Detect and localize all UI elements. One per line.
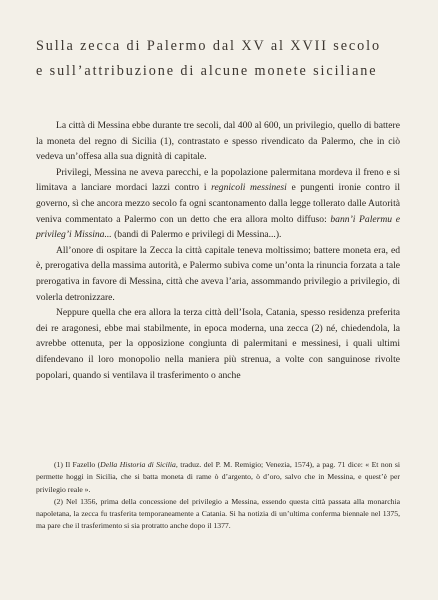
italic-saying: bann’i Palermu e privileg’i Missina... [36,213,400,241]
title-line-1: Sulla zecca di Palermo dal XV al XVII secolo [36,38,381,54]
footnote-text: (2) Nel 1356, prima della concessione del privilegio a Messina, essendo questa città passata alla monarchia napoletana, la zecca fu trasferita temporaneamente a Catania. Si ha notizia di un’ultima conferma biennale nel 1375, ma pare che il trasferimento si sia protratto anche dopo il 1377. [36,496,400,531]
paragraph-text: Neppure quella che era allora la terza città dell’Isola, Catania, spesso residenza preferita dei re aragonesi, ebbe mai stabilmente, in epoca moderna, una zecca (2) né, chiedendola, la avrebbe ottenuta, per la opposizione congiunta di palermitani e messinesi, i quali ultimi difendevano il loro monopolio nella maniera più strenua, a volte con sanguinose rivolte popolari, quando si ventilava il trasferimento o anche [36,307,400,381]
paragraph [36,243,400,305]
paragraph [36,165,400,243]
footnotes [36,459,400,533]
paragraph [36,118,400,165]
paragraph-text: All’onore di ospitare la Zecca la città capitale teneva moltissimo; battere moneta era, ed è, prerogativa della massima autorità, e Palermo subiva come un’onta la rinuncia forzata a tale prerogativa in favore di Messina, città che aveva l’aria, assommando privilegio a privilegio, di volerla detronizzare. [36,244,400,303]
title-line-2: e sull’attribuzione di alcune monete siciliane [36,63,378,79]
paragraph-text: Privilegi, Messina ne aveva parecchi, e la popolazione palermitana mordeva il freno e si limitava a lanciare mordaci lazzi contro i [36,166,400,194]
footnote [36,496,400,533]
paragraph-text: e pungenti ironie contro il governo, sì che ancora mezzo secolo fa ogni scantonamento dalla legge tollerato dalle Autorità veniva commentato a Palermo con un detto che era allora molto diffuso: [36,182,400,225]
footnote-italic-title: Della Historia di Sicilia [100,460,176,469]
footnote-text: (1) Il Fazello ( [54,460,101,469]
paragraph [36,305,400,383]
footnote [36,459,400,496]
paragraph-text: (bandi di Palermo e privilegi di Messina...). [111,229,282,241]
paragraph-text: La città di Messina ebbe durante tre secoli, dal 400 al 600, un privilegio, quello di battere la moneta del regno di Sicilia (1), contrastato e spesso rivendicato da Palermo, che in ciò vedeva un’offesa alla sua dignità di capitale. [36,120,400,163]
footnote-text: , traduz. del P. M. Remigio; Venezia, 1574), a pag. 71 dice: « Et non si permette hoggi in Sicilia, che si batta moneta di rame ò d’argento, ò d’oro, salvo che in Messina, e quest’è per privilegio reale ». [36,460,400,494]
article-title [36,34,416,84]
italic-term: regnicoli messinesi [211,182,287,194]
body-text [36,118,400,383]
